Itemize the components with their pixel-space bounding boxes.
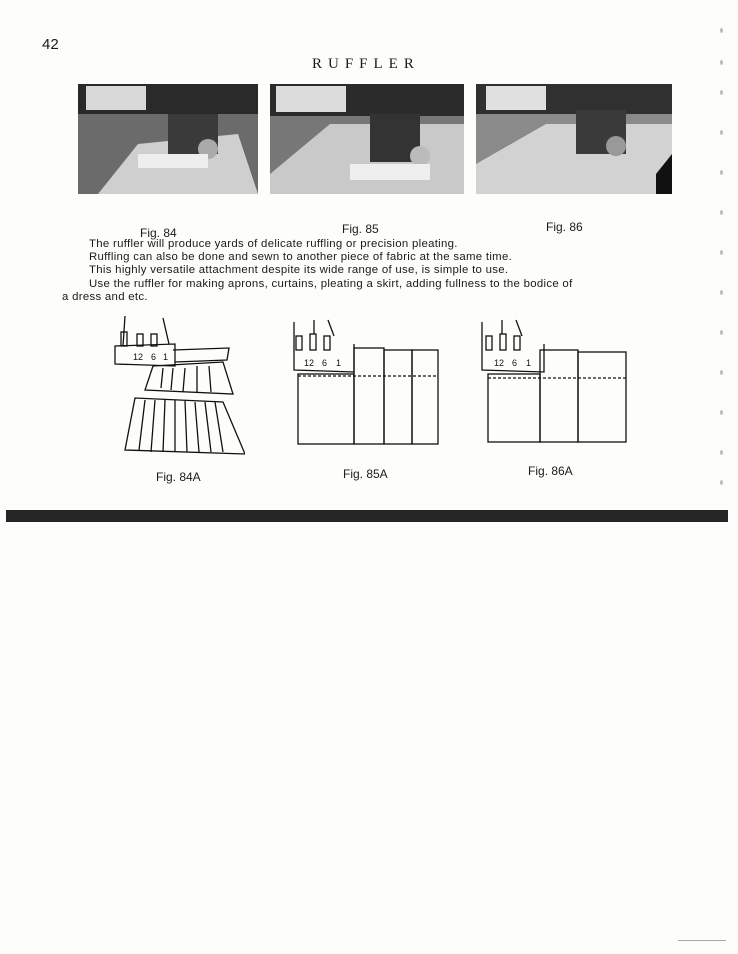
scale-12: 12 <box>494 358 505 368</box>
fig-85-photo <box>270 84 464 194</box>
fig-86-photo <box>476 84 672 194</box>
scale-12: 12 <box>304 358 315 368</box>
fig-86a-caption: Fig. 86A <box>528 464 573 478</box>
fig-85a-caption: Fig. 85A <box>343 467 388 481</box>
fig-85-caption: Fig. 85 <box>342 222 379 236</box>
fig-84-caption: Fig. 84 <box>140 226 177 240</box>
scale-6: 6 <box>512 358 518 368</box>
body-line: Use the ruffler for making aprons, curtains, pleating a skirt, adding fullness to the bodice of <box>89 277 573 290</box>
page-number: 42 <box>42 36 59 53</box>
body-line: a dress and etc. <box>62 290 148 303</box>
page-title: RUFFLER <box>312 56 420 72</box>
body-line: The ruffler will produce yards of delicate ruffling or precision pleating. <box>89 238 458 250</box>
scale-1: 1 <box>163 352 169 362</box>
scale-1: 1 <box>526 358 532 368</box>
binding-edge-marks <box>716 20 728 490</box>
scan-edge-bar <box>6 510 728 522</box>
fig-84a-diagram <box>105 314 245 464</box>
body-line: This highly versatile attachment despite its wide range of use, is simple to use. <box>89 264 509 277</box>
scale-12: 12 <box>133 352 144 362</box>
fig-84-photo <box>78 84 258 194</box>
scale-1: 1 <box>336 358 342 368</box>
scan-mark <box>678 940 726 941</box>
fig-84a-caption: Fig. 84A <box>156 470 201 484</box>
fig-86-caption: Fig. 86 <box>546 220 583 234</box>
body-text <box>62 238 684 304</box>
fig-86a-diagram <box>474 314 630 450</box>
scale-6: 6 <box>151 352 157 362</box>
fig-85a-diagram <box>284 314 444 452</box>
body-line: Ruffling can also be done and sewn to another piece of fabric at the same time. <box>89 251 513 264</box>
scale-6: 6 <box>322 358 328 368</box>
